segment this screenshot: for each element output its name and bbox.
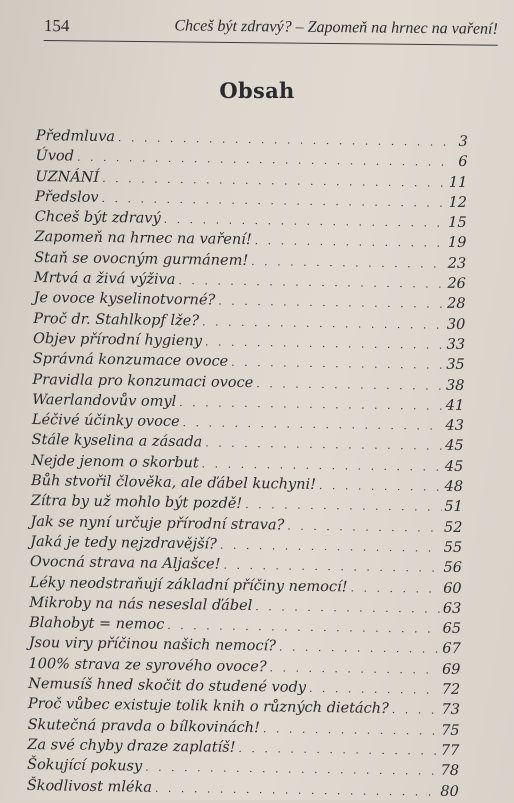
dot-leader (392, 700, 439, 721)
toc-entry-title: Nejde jenom o skorbut (31, 452, 199, 472)
toc-entry-page: 43 (445, 417, 464, 435)
toc-entry-page: 28 (446, 296, 466, 313)
toc-entry-title: Chceš být zdravý (34, 209, 161, 227)
toc-entry-title: Šokující pokusy (26, 757, 143, 775)
toc-entry-title: Jak se nyní určuje přírodní strava? (30, 513, 285, 534)
toc-entry-title: Ovocná strava na Aljašce! (29, 554, 221, 573)
toc-entry-page: 26 (447, 275, 466, 293)
toc-entry-title: Jsou viry příčinou našich nemocí? (28, 635, 277, 655)
toc-entry-page: 60 (443, 580, 462, 597)
toc-entry-title: Waerlandovův omyl (32, 391, 177, 410)
toc-entry-title: Mrtvá a živá výživa (33, 270, 176, 289)
running-head (44, 14, 498, 46)
toc-entry-title: Blahobyt = nemoc (28, 615, 165, 633)
toc-entry-page: 67 (442, 641, 461, 658)
toc-entry-page: 45 (445, 438, 464, 455)
toc-entry-title: Mikroby na nás neseslal ďábel (29, 594, 253, 614)
toc-entry-page: 11 (448, 174, 468, 191)
dot-leader (287, 516, 441, 538)
toc-entry-page: 30 (446, 316, 466, 333)
toc-entry-page: 69 (441, 661, 461, 678)
dot-leader (256, 374, 443, 397)
toc-entry-page: 65 (442, 620, 462, 638)
toc-entry-title: Objev přírodní hygieny (32, 330, 203, 350)
toc-entry-title: Léky neodstraňují základní příčiny nemocí! (29, 574, 348, 595)
toc-entry-title: Správná konzumace ovoce (32, 351, 229, 370)
dot-leader (255, 232, 446, 255)
toc-entry-page: 52 (443, 519, 463, 536)
toc-entry-title: Léčivé účinky ovoce (31, 412, 180, 431)
toc-entry-title: Za své chyby draze zaplatíš! (27, 736, 236, 756)
toc-entry-page: 3 (458, 133, 468, 151)
dot-leader (319, 476, 442, 498)
toc-entry-title: Stále kyselina a zásada (31, 432, 203, 451)
table-of-contents (27, 126, 468, 802)
toc-entry-page: 6 (458, 154, 468, 171)
dot-leader (279, 638, 440, 661)
toc-entry-page: 35 (446, 357, 465, 374)
dot-leader (155, 778, 438, 802)
contents-heading: Obsah (219, 78, 295, 103)
toc-entry-page: 23 (447, 255, 467, 272)
toc-entry-title: Škodlivost mléka (26, 777, 153, 796)
toc-entry-title: Proč dr. Stahlkopf lže? (33, 310, 200, 329)
toc-entry-page: 77 (440, 742, 460, 759)
toc-entry-page: 51 (444, 499, 463, 516)
dot-leader (251, 252, 445, 275)
toc-entry-page: 15 (448, 214, 467, 232)
toc-entry-page: 33 (446, 336, 466, 353)
toc-entry-title: Jaká je tedy nejzdravější? (30, 533, 218, 553)
toc-entry-title: Proč vůbec existuje tolik knih o různých dietách? (27, 696, 389, 718)
toc-entry-page: 72 (441, 681, 461, 698)
toc-entry-page: 78 (440, 762, 460, 780)
toc-entry-title: Pravidla pro konzumaci ovoce (32, 371, 254, 391)
dot-leader (350, 578, 440, 600)
toc-entry-page: 63 (442, 600, 462, 617)
toc-entry-title: Staň se ovocným gurmánem! (34, 249, 249, 269)
toc-entry-title: Zítra by už mohlo být pozdě! (30, 493, 243, 513)
toc-entry-page: 56 (443, 559, 462, 577)
toc-entry-title: Skutečná pravda o bílkovinách! (27, 716, 261, 736)
toc-entry-page: 75 (441, 722, 460, 739)
toc-entry-page: 55 (443, 539, 463, 556)
toc-entry-page: 48 (444, 478, 464, 496)
toc-entry-page: 19 (447, 235, 467, 252)
toc-entry-title: Nemusíš hned skočit do studené vody (28, 675, 307, 696)
toc-entry-title: Předslov (34, 188, 99, 206)
toc-entry-page: 73 (441, 702, 460, 719)
toc-entry-title: Zapomeň na hrnec na vaření! (34, 229, 252, 249)
running-title: Chceš být zdravý? – Zapomeň na hrnec na vaření! (174, 17, 498, 38)
page-number: 154 (43, 15, 70, 36)
toc-entry-page: 38 (445, 377, 465, 394)
toc-entry-title: Předmluva (35, 127, 116, 146)
toc-entry-title: Bůh stvořil člověka, ale ďábel kuchyni! (30, 473, 317, 493)
dot-leader (255, 597, 440, 620)
toc-entry-page: 12 (448, 194, 468, 211)
toc-entry-page: 45 (444, 458, 464, 475)
toc-entry-title: 100% strava ze syrového ovoce? (28, 655, 267, 675)
dot-leader (263, 719, 439, 742)
toc-entry-title: UZNÁNÍ (35, 168, 100, 186)
toc-entry-page: 80 (440, 783, 459, 800)
toc-entry-title: Úvod (35, 148, 75, 165)
dot-leader (238, 739, 438, 762)
toc-entry-title: Je ovoce kyselinotvorné? (33, 290, 216, 309)
toc-entry-page: 41 (445, 397, 465, 414)
